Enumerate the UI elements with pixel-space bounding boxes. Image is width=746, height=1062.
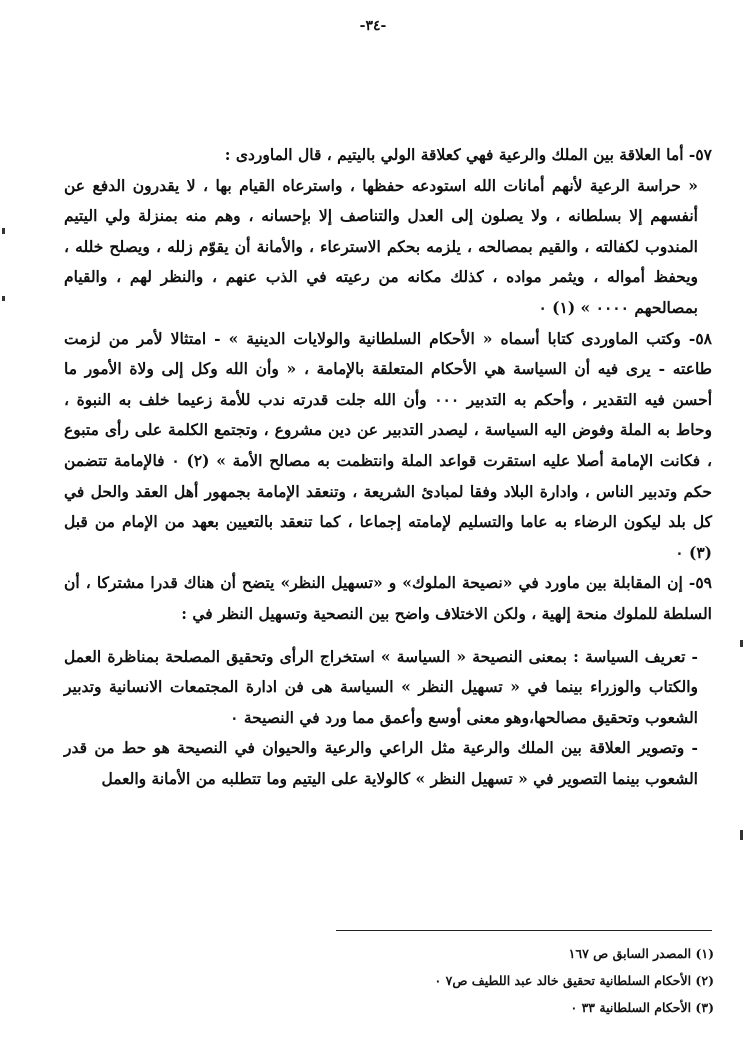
quote-mawardi: « حراسة الرعية لأنهم أمانات الله استودعه حفظها ، واسترعاه القيام بها ، لا يقدرون الدفع عن أنفسهم إلا بسلطانه ، ولا يصلون إلى العدل والتناصف إلا بإحسانه ، وهم منه بمنزلة ولي اليتيم المندوب لكفالته ، والقيم بمصالحه ، يلزمه بحكم الاسترعاء ، والأمانة أن يقوّم زلله ، ويصلح خلله ، ويحفظ أمواله ، ويثمر مواده ، كذلك مكانه من رعيته في الذب عنهم ، والنظر لهم ، والقيام بمصالحهم ٠٠٠٠ » (١) ٠ bbox=[64, 175, 698, 317]
scan-edge-mark bbox=[2, 296, 5, 301]
footnote-2: (٢) الأحكام السلطانية تحقيق خالد عبد اللطيف ص٧ ٠ bbox=[434, 973, 714, 988]
scan-edge-mark bbox=[740, 640, 743, 647]
bullet-king-subjects-relation: - وتصوير العلاقة بين الملك والرعية مثل الراعي والرعية والحيوان في النصيحة هو حط من قدر الشعوب بينما التصوير في « تسهيل النظر » كالولاية على اليتيم وما تتطلبه من الأمانة والعمل bbox=[64, 738, 698, 788]
footnotes bbox=[330, 940, 714, 1021]
bullet-politics-definition: - تعريف السياسة : بمعنى النصيحة « السياسة » استخراج الرأى وتحقيق المصلحة بمناظرة العمل والكتاب والوزراء بينما في « تسهيل النظر » السياسة هى فن ادارة المجتمعات الانسانية وتدبير الشعوب وتحقيق مصالحها،وهو معنى أوسع وأعمق مما ورد في النصيحة ٠ bbox=[64, 646, 698, 727]
paragraph-58: ٥٨- وكتب الماوردى كتابا أسماه « الأحكام السلطانية والولايات الدينية » - امتثالا لأمر من لزمت طاعته - يرى فيه أن السياسة هي الأحكام المتعلقة بالإمامة ، « وأن الله وكل إلى ولاة الأمور ما أحسن فيه التقدير ، وأحكم به التدبير ٠٠٠ وأن الله جلت قدرته ندب للأمة زعيما خلف به النبوة ، وحاط به الملة وفوض اليه السياسة ، ليصدر التدبير عن دين مشروع ، وتجتمع الكلمة على رأى متبوع ، فكانت الإمامة أصلا عليه استقرت قواعد الملة وانتظمت به مصالح الأمة » (٢) ٠ فالإمامة تتضمن حكم وتدبير الناس ، وادارة البلاد وفقا لمبادئ الشريعة ، وتنعقد الإمامة بجمهور أهل العقد والحل في كل بلد ليكون الرضاء به عاما والتسليم لإمامته إجماعا ، كما تنعقد بالتعيين بعهد من الإمام من قبل (٣) ٠ bbox=[64, 328, 712, 562]
scan-edge-mark bbox=[2, 228, 5, 234]
scan-edge-mark bbox=[740, 830, 743, 840]
paragraph-57: ٥٧- أما العلاقة بين الملك والرعية فهي كعلاقة الولي باليتيم ، قال الماوردى : bbox=[224, 145, 712, 164]
paragraph-59: ٥٩- إن المقابلة بين ماورد في «نصيحة الملوك» و «تسهيل النظر» يتضح أن هناك قدرا مشتركا ، أن السلطة للملوك منحة إلهية ، ولكن الاختلاف واضح بين النصحية وتسهيل النظر في : bbox=[64, 573, 712, 623]
footnote-divider bbox=[336, 930, 712, 931]
footnote-1: (١) المصدر السابق ص ١٦٧ bbox=[568, 946, 714, 961]
body-text bbox=[64, 140, 712, 794]
footnote-3: (٣) الأحكام السلطانية ٣٣ ٠ bbox=[570, 1000, 714, 1015]
page-number: -٣٤- bbox=[359, 18, 387, 34]
